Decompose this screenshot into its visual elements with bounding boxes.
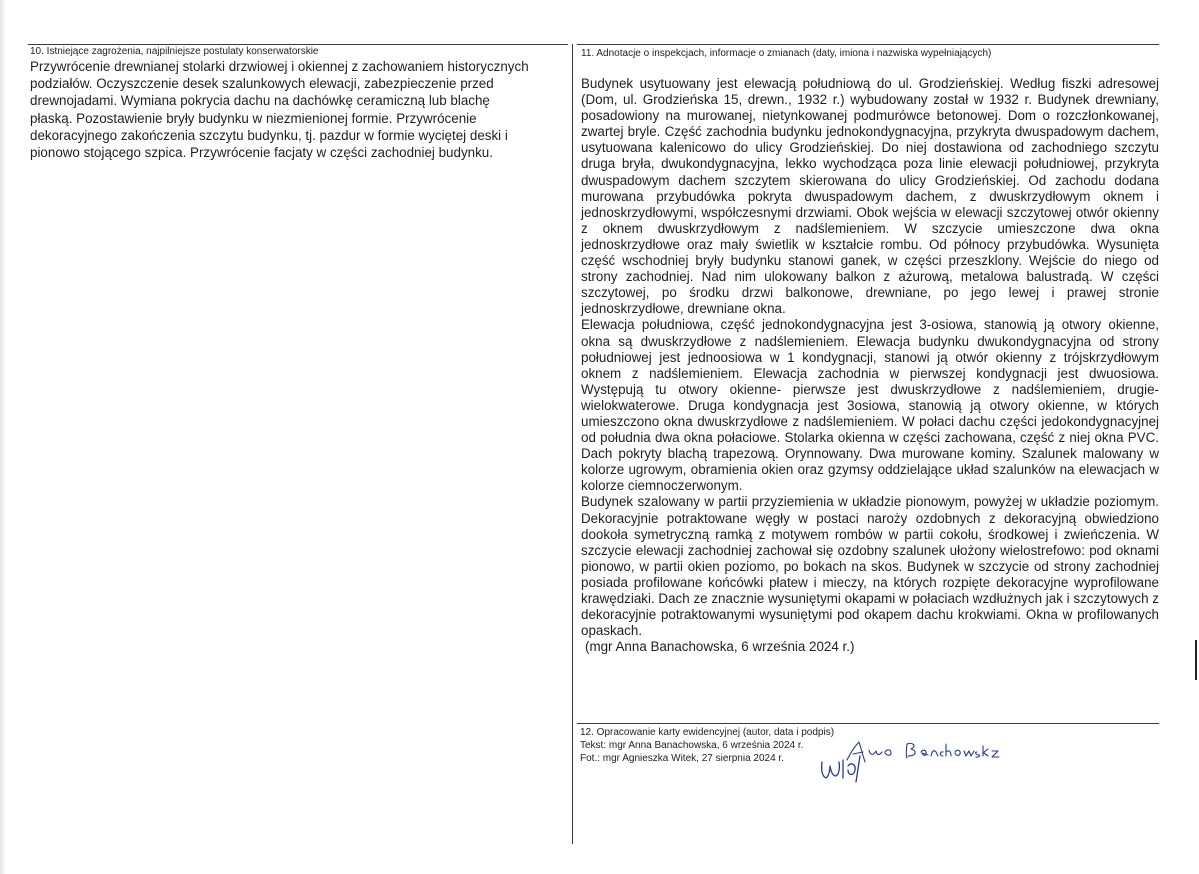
section-11-paragraph: Budynek usytuowany jest elewacją południową do ul. Grodzieńskiej. Według fiszki adresowej (Dom, ul. Grodzieńska 15, drewn., 1932 r.) wybudowany został w 1932 r. Budynek drewniany, posadowiony na murowanej, nietynkowanej podmurówce betonowej. Dom o rozczłonkowanej, zwartej bryle. Część zachodnia budynku jednokondygnacyjna, przykryta dwuspadowym dachem, usytuowana kalenicowo do ulicy Grodzieńskiej. Do niej dostawiona od zachodniego szczytu druga bryła, dwukondygnacyjna, lekko wychodząca poza linie elewacji południowej, przykryta dwuspadowym dachem szczytem skierowana do ulicy Grodzieńskiej. Od zachodu dodana murowana przybudówka pokryta dwuspadowym dachem, z dwuskrzydłowym oknem i jednoskrzydłowymi, współczesnymi drzwiami. Obok wejścia w elewacji szczytowej otwór okienny z oknem dwuskrzydłowym z nadślemieniem. W szczycie umieszczone dwa okna jednoskrzydłowe oraz mały świetlik w kształcie rombu. Od północy przybudówka. Wysunięta część wschodniej bryły budynku stanowi ganek, w części przeszklony. Wejście do niego od strony zachodniej. Nad nim ulokowany balkon z ażurową, metalowa balustradą. W części szczytowej, po środku drzwi balkonowe, drewniane, po jego lewej i prawej stronie jednoskrzydłowe, drewniane okna. [581,76,1159,317]
section-10-line: płaską. Pozostawienie bryły budynku w niezmienionej formie. Przywrócenie [30,110,477,126]
section-10-line: pionowo stojącego szpica. Przywrócenie facjaty w części zachodniej budynku. [30,145,493,161]
section-11-body [581,76,1159,655]
section-12-text-author: Tekst: mgr Anna Banachowska, 6 września 2024 r. [580,740,804,751]
right-top-rule [577,44,1159,45]
section-10-line: Przywrócenie drewnianej stolarki drzwiowej i okiennej z zachowaniem historycznych [30,59,529,74]
section-11-paragraph: Elewacja południowa, część jednokondygnacyjna jest 3-osiowa, stanowią ją otwory okienne, okna są dwuskrzydłowe z nadślemieniem. Elewacja budynku dwukondygnacyjna od strony południowej jest jednoosiowa w 1 kondygnacji, stanowi ją otwór okienny z trójskrzydłowym oknem z nadślemieniem. Elewacja zachodnia w pierwszej kondygnacji jest dwuosiowa. Występują tu otwory okienne- pierwsze jest dwuskrzydłowe z nadślemieniem, drugie- wielokwaterowe. Druga kondygnacja jest 3osiowa, stanowią ją otwory okienne, w których umieszczono okna dwuskrzydłowe z nadślemieniem. W połaci dachu części jedokondygnacyjnej od południa dwa okna połaciowe. Stolarka okienna w części zachowana, część z niej okna PVC. Dach pokryty blachą trapezową. Orynnowany. Dwa murowane kominy. Szalunek malowany w kolorze ugrowym, obramienia okien oraz gzymsy oddzielające układ szalunków na elewacjach w kolorze ciemnoczerwonym. [581,317,1159,494]
section-10-line: podziałów. Oczyszczenie desek szalunkowych elewacji, zabezpieczenie przed [30,76,494,92]
handwritten-signature-witek [818,752,868,784]
section-12-label: 12. Opracowanie karty ewidencyjnej (autor, data i podpis) [580,727,835,738]
section-10-line: drewnojadami. Wymiana pokrycia dachu na dachówkę ceramiczną lub blachę [30,93,490,109]
section-12-top-rule [577,723,1159,724]
left-top-rule [28,44,568,45]
section-10-label: 10. Istniejące zagrożenia, najpilniejsze postulaty konserwatorskie [30,46,319,57]
section-12-photo-author: Fot.: mgr Agnieszka Witek, 27 sierpnia 2024 r. [580,753,784,764]
scan-edge-mark [1195,640,1197,680]
scan-edge-shadow [0,0,6,874]
handwritten-signature-banachowska [843,732,1013,766]
section-11-signature: (mgr Anna Banachowska, 6 września 2024 r.) [585,639,855,655]
section-10-line: dekoracyjnego zakończenia szczytu budynku, tj. pazdur w formie wyciętej deski i [30,127,508,143]
column-divider [572,44,573,844]
section-11-paragraph: Budynek szalowany w partii przyziemienia w układzie pionowym, powyżej w układzie poziomym. Dekoracyjnie potraktowane węgły w postaci naroży ozdobnych z dekoracyjną obwiedziono dookoła symetryczną ramką z motywem rombów w partii cokołu, środkowej i zwieńczenia. W szczycie elewacji zachodniej zachował się ozdobny szalunek ułożony wielostrefowo: pod oknami pionowo, w partii okien poziomo, po bokach na skos. Budynek w szczycie od strony zachodniej posiada profilowane końcówki płatew i mieczy, na których rozpięte dekoracyjne wyprofilowane krawędziaki. Dach ze znacznie wysuniętymi okapami w połaciach wzdłużnych jak i szczytowych z dekoracyjnie potraktowanymi wysuniętymi pod okapem dachu krokwiami. Okna w profilowanych opaskach. [581,494,1159,639]
section-10-body [30,58,565,161]
section-11-label: 11. Adnotacje o inspekcjach, informacje o zmianach (daty, imiona i nazwiska wypełniających) [581,48,992,59]
